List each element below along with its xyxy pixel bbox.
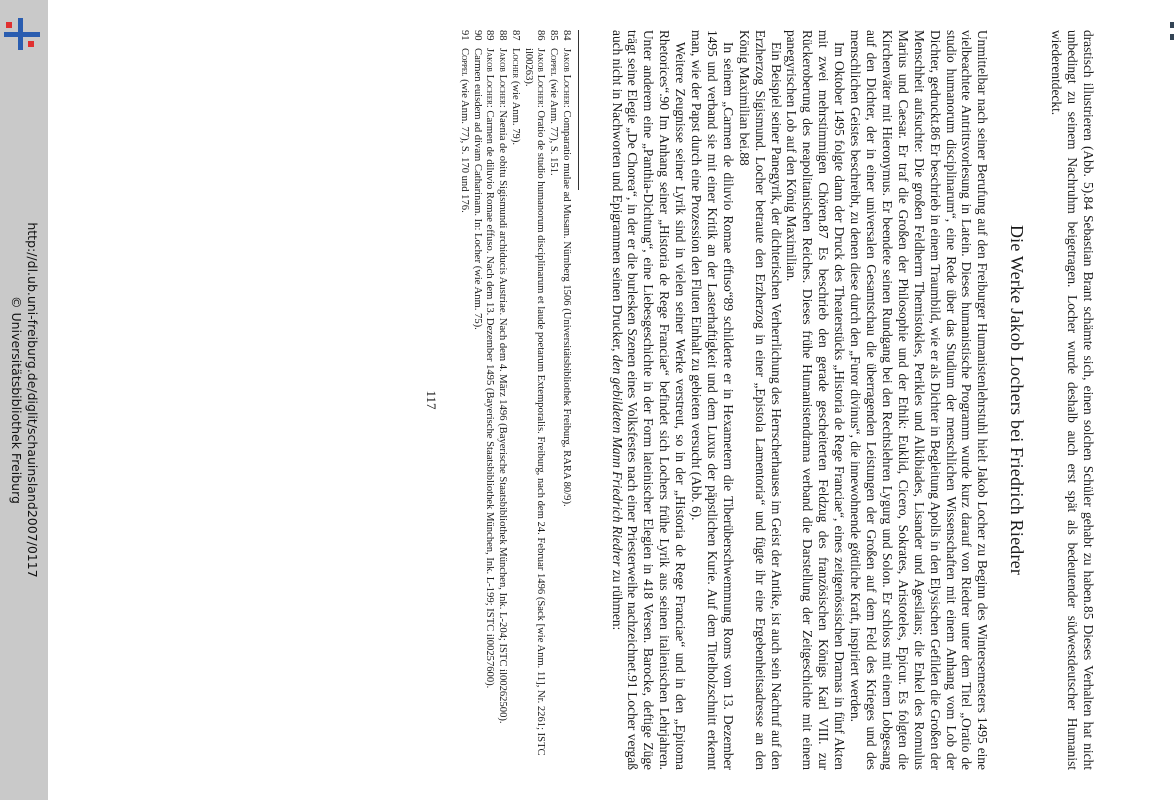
footnote: 86Jakob Locher: Oratio de studio humanorum disciplinarum et laude poetarum Extemporalis. Freiburg, nach dem 24. Februar 1496 (Sack [wie Anm. 11], Nr. 2261; ISTC il00263). (522, 30, 547, 756)
book-page (116, 20, 1116, 780)
paragraph-5-italic: den gebildeten Mann Friedrich Riedrer (609, 354, 625, 567)
footnote-rule (578, 30, 579, 190)
footnote: 89Jakob Locher: Carmen de diluvio Romae effuso. Nach dem 13. Dezember 1495 (Bayerische Staatsbibliothek München, Ink. L-199; ISTC il00257600). (484, 30, 496, 689)
viewer-sidebar (0, 0, 48, 800)
body-paragraph-4: In seinem „Carmen de diluvio Romae effuso“89 schilderte er in Hexametern die Tiberüberschwemmung Roms vom 13. Dezember 1495 und verband sie mit einer Kritik an der Lasterhaftigkeit und dem Luxus der päpstlichen Kurie. Auf dem Titelholzschnitt erkennt man, wie der Papst durch eine Prozession den Fluten Einhalt zu gebieten versucht (Abb. 6). (689, 30, 736, 770)
body-paragraph-3: Ein Beispiel seiner Panegyrik, der dichterischen Verherrlichung des Herrscherhauses im Geist der Antike, ist auch sein Nachruf auf den Erzherzog Sigismund. Locher betraute den Erzherzog in einer „Epistola Lamentoria“ und fügte ihr eine Ergebenheitsadresse an den König Maximilian bei.88 (736, 30, 784, 770)
footnote: 88Jakob Locher: Naenia de obitu Sigismundi archiducis Austriae. Nach dem 4. März 1496 (Bayerische Staatsbibliothek München, Ink. L-204; ISTC il00262500). (497, 30, 509, 724)
scroll-marker (1170, 22, 1176, 52)
footnote: 85Coppel (wie Anm. 77), S. 151. (547, 30, 559, 176)
intro-paragraph: drastisch illustrieren (Abb. 5).84 Sebastian Brant schämte sich, einen solchen Schüler gehabt zu haben.85 Dieses Verhalten hat nicht unbedingt zu seinem Nachruhm beigetragen. Locher wurde deshalb auch erst spät als bedeutender südwestdeutscher Humanist wiederentdeckt. (1049, 30, 1096, 770)
paragraph-5-text: Weitere Zeugnisse seiner Lyrik sind in vielen seiner Werke verstreut, so in der „Historia de Rege Franciae“ und in den „Epitoma Rhetorices“.90 Im Anhang seiner „Historia de Rege Franciae“ befindet sich Lochers frühe Lyrik aus seinen italienischen Lehrjahren. Unter anderem eine „Panthia-Dichtung“, eine Liebesgeschichte in der Form lateinischer Elegien in 418 Versen. Barocke, deftige Züge trägt seine Elegie „De Chorea“, in der er die burlesken Szenen eines Volksfestes nach einer Priesterweihe nachzeichnet.91 Locher vergaß auch nicht in Nachworten und Epigrammen seinen Drucker, (609, 30, 689, 770)
section-heading: Die Werke Jakob Lochers bei Friedrich Riedrer (1007, 224, 1028, 576)
viewer-caption (8, 222, 40, 577)
body-paragraph-2: Im Oktober 1495 folgte dann der Druck des Theaterstücks „Historia de Rege Franciae“, eines zeitgenössischen Dramas in fünf Akten mit zwei mehrstimmigen Chören.87 Es beschrieb den gerade gescheiterten Feldzug des französischen Königs Karl VIII. zur Rückeroberung des neapolitanischen Reiches. Dieses frühe Humanistendrama verband die Darstellung der Zeitgeschichte mit einem panegyrischen Lob auf den König Maximilian. (784, 30, 848, 770)
footnote: 91Coppel (wie Anm. 77), S. 170 und 176. (459, 30, 470, 213)
body-paragraph-1: Unmittelbar nach seiner Berufung auf den Freiburger Humanistenlehrstuhl hielt Jakob Locher zu Beginn des Wintersemesters 1495 eine vielbeachtete Antrittsvorlesung in Latein. Dieses humanistische Programm wurde kurz darauf von Riedrer unter dem Titel „Oratio de studio humanorum disciplinarum“, eine Rede über das Studium der menschlichen Wissenschaften mit einem Anhang vom Lob der Dichter, gedruckt.86 Er beschrieb in einem Traumbild, wie er als Dichter in Begleitung Apolls in den Elysischen Gefilden die Großen der Menschheit aufsuchte: Die großen Feldherrn Themistokles, Perikles und Alkibiades, Lisander und Agesilaus; die Enkel des Romulus Marius und Caesar. Er traf die Großen der Philosophie und der Ethik: Euklid, Cicero, Sokrates, Aristoteles, Epicur. Es folgten die Kirchenväter mit Hieronymus. Er beendete seinen Rundgang bei den Rechtslehren Lygurg und Solon. Er schloss mit einem Lobgesang auf den Dichter, der in einer universalen Gesamtschau die überragenden Leistungen der Großen auf dem Feld des Krieges und des menschlichen Geistes beschreibt, zu denen diese durch den „Furor divinus“, die innewohnende göttliche Kraft, inspiriert werden. (848, 30, 991, 770)
footnotes (457, 30, 578, 770)
copyright-text: © Universitätsbibliothek Freiburg (9, 296, 24, 504)
library-logo-icon (2, 14, 42, 54)
paragraph-5-tail: zu rühmen: (609, 569, 625, 631)
page-number: 117 (424, 390, 440, 410)
body-paragraph-5 (609, 30, 689, 770)
footnote: 84Jakob Locher: Comparatio mulae ad Musam. Nürnberg 1506 (Universitätsbibliothek Freiburg, RARA 80/9). (560, 30, 572, 507)
source-url[interactable]: http://dl.ub.uni-freiburg.de/diglit/schauinsland2007/0117 (25, 222, 40, 578)
footnote: 87Locher (wie Anm. 79). (509, 30, 521, 145)
footnote: 90Carmen euisdem ad divam Catharinam. In: Locher (wie Anm. 75). (471, 30, 483, 330)
